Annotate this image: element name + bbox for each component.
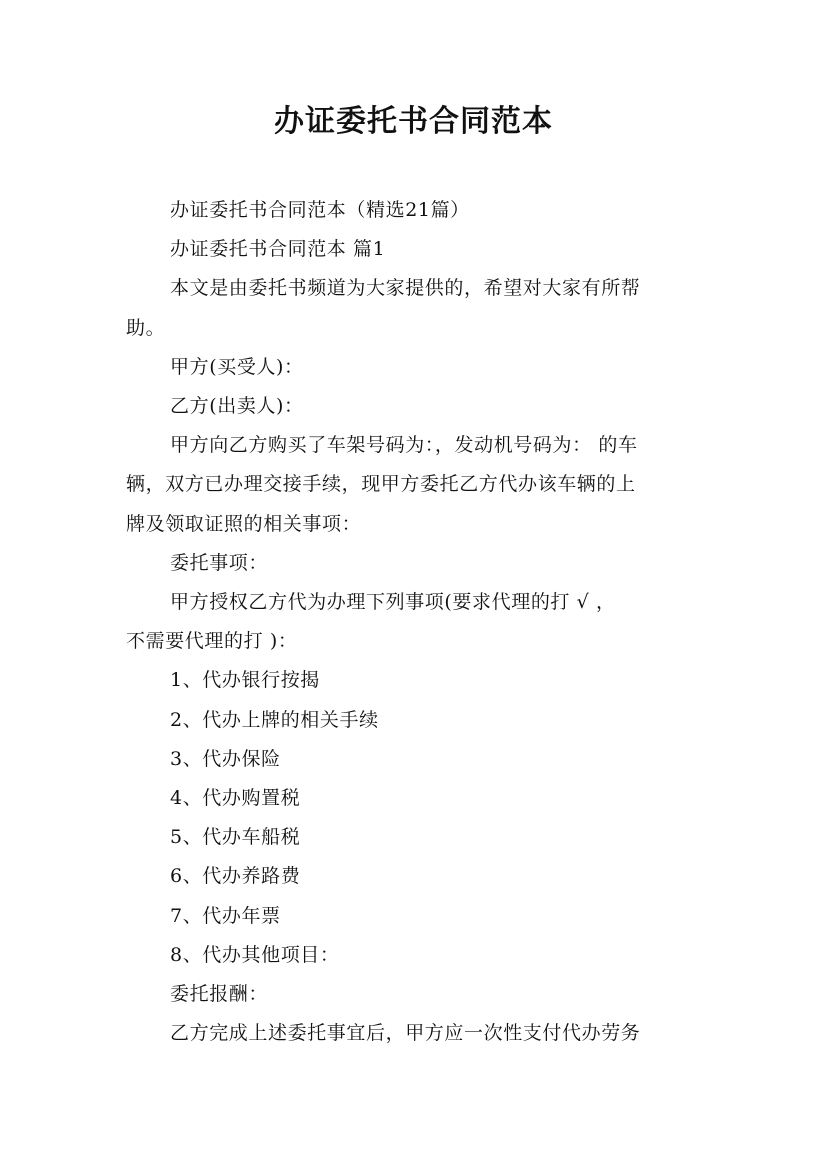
- paragraph-line: 委托报酬：: [170, 983, 269, 1006]
- paragraph-line: 助。: [126, 316, 166, 339]
- list-item-text: 3、代办保险: [170, 747, 281, 770]
- paragraph-line: 甲方授权乙方代为办理下列事项(要求代理的打 √ ，: [170, 591, 616, 614]
- list-item-text: 4、代办购置税: [170, 787, 301, 810]
- paragraph-line: 甲方向乙方购买了车架号码为：，发动机号码为： 的车: [170, 434, 638, 457]
- paragraph-line: 乙方完成上述委托事宜后，甲方应一次性支付代办劳务: [170, 1022, 641, 1045]
- list-item-text: 8、代办其他项目：: [170, 943, 340, 966]
- paragraph-line: 办证委托书合同范本（精选21篇）: [170, 199, 470, 221]
- list-item: [126, 897, 706, 936]
- paragraph: [126, 348, 706, 387]
- paragraph: [126, 191, 706, 230]
- paragraph: [126, 269, 706, 347]
- paragraph-line: 委托事项：: [170, 551, 269, 574]
- list-item-text: 5、代办车船税: [170, 826, 301, 849]
- paragraph-line: 本文是由委托书频道为大家提供的，希望对大家有所帮: [170, 277, 641, 300]
- paragraph: [126, 583, 706, 661]
- list-item-text: 7、代办年票: [170, 904, 281, 927]
- list-item-text: 1、代办银行按揭: [170, 669, 320, 692]
- list-item: [126, 740, 706, 779]
- paragraph: [126, 544, 706, 583]
- document-body: [126, 191, 706, 1053]
- paragraph: [126, 426, 706, 544]
- list-item-text: 6、代办养路费: [170, 865, 301, 888]
- list-item: [126, 779, 706, 818]
- list-item-text: 2、代办上牌的相关手续: [170, 708, 379, 731]
- list-item: [126, 661, 706, 700]
- paragraph: [126, 1014, 706, 1053]
- document-title: 办证委托书合同范本: [274, 104, 553, 139]
- paragraph-line: 乙方(出卖人)：: [170, 395, 304, 418]
- paragraph: [126, 230, 706, 269]
- list-item: [126, 857, 706, 896]
- paragraph: [126, 975, 706, 1014]
- list-item: [126, 936, 706, 975]
- list-item: [126, 701, 706, 740]
- paragraph-line: 牌及领取证照的相关事项：: [126, 512, 362, 535]
- paragraph-line: 办证委托书合同范本 篇1: [170, 238, 386, 261]
- paragraph-line: 不需要代理的打 )：: [126, 630, 298, 653]
- list-item: [126, 818, 706, 857]
- paragraph: [126, 387, 706, 426]
- paragraph-line: 辆，双方已办理交接手续，现甲方委托乙方代办该车辆的上: [126, 473, 636, 496]
- paragraph-line: 甲方(买受人)：: [170, 355, 304, 378]
